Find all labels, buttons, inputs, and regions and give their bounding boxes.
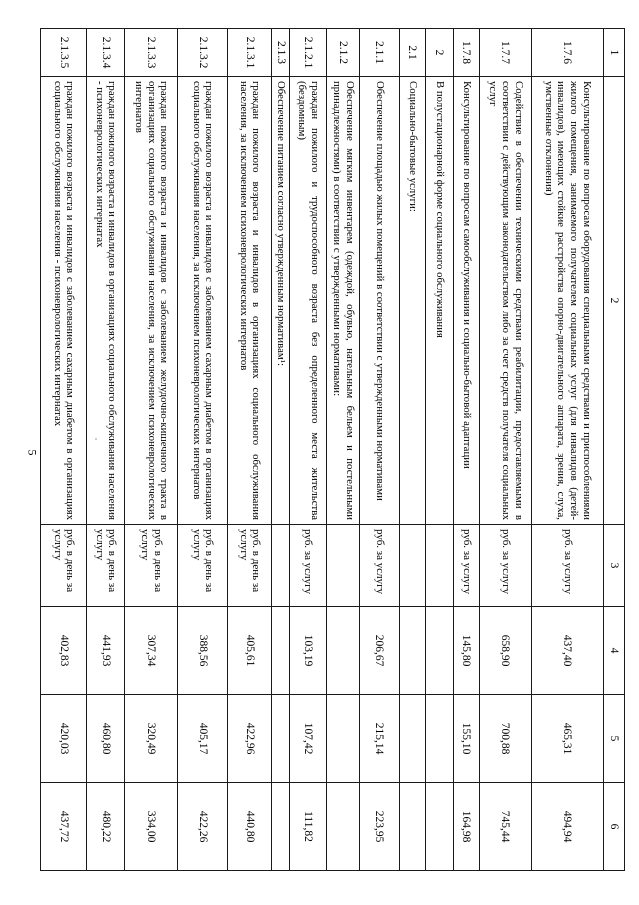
table-row [454, 29, 480, 871]
table-row [87, 29, 125, 871]
row-value-col5 [272, 695, 290, 783]
row-unit: руб. в день за услугу [228, 525, 272, 607]
row-service-text: Социально-бытовые услуги: [400, 77, 426, 525]
table-row [426, 29, 454, 871]
table-row [360, 29, 400, 871]
table-row [228, 29, 272, 871]
column-header: 2 [604, 77, 625, 525]
row-value-col5: 465,31 [532, 695, 604, 783]
rotated-table-frame [51, 28, 625, 870]
row-value-col4: 441,93 [87, 607, 125, 695]
row-value-col4: 103,19 [290, 607, 327, 695]
row-unit: руб. в день за услугу [178, 525, 228, 607]
row-value-col6: 480,22 [87, 783, 125, 871]
row-service-text: граждан пожилого возраста и инвалидов в организациях социального обслуживания населения - психоневрологических интернатах [87, 77, 125, 525]
row-value-col4: 402,83 [41, 607, 87, 695]
row-service-text: В полустационарной форме социального обслуживания [426, 77, 454, 525]
row-service-text: Обеспечение питанием согласно утвержденным нормативам¹: [272, 77, 290, 525]
row-unit: руб. в день за услугу [125, 525, 178, 607]
row-unit: руб. за услугу [290, 525, 327, 607]
row-value-col5: 700,88 [480, 695, 532, 783]
row-value-col6 [400, 783, 426, 871]
row-service-text: граждан пожилого возраста и инвалидов с заболеванием сахарным диабетом в организациях социального обслуживания населения, за исключением психоневрологических интернатов [178, 77, 228, 525]
row-code: 2.1.2 [327, 29, 360, 77]
row-value-col6: 494,94 [532, 783, 604, 871]
column-header: 4 [604, 607, 625, 695]
row-value-col5: 155,10 [454, 695, 480, 783]
row-unit: руб. за услугу [360, 525, 400, 607]
row-code: 2.1.1 [360, 29, 400, 77]
column-header: 6 [604, 783, 625, 871]
tariff-table [40, 28, 625, 871]
column-header: 3 [604, 525, 625, 607]
row-value-col5 [400, 695, 426, 783]
row-code: 1.7.8 [454, 29, 480, 77]
table-row [480, 29, 532, 871]
row-code: 2.1.3.3 [125, 29, 178, 77]
row-unit [400, 525, 426, 607]
row-code: 2.1.3.2 [178, 29, 228, 77]
row-value-col4: 206,67 [360, 607, 400, 695]
row-service-text: Консультирование по вопросам самообслуживания и социально-бытовой адаптации [454, 77, 480, 525]
row-code: 2.1.3.4 [87, 29, 125, 77]
row-service-text: Консультирование по вопросам оборудования специальными средствами и приспособлениями жилого помещения, занимаемого получателем социальных услуг (для инвалидов (детей-инвалидов), имеющих стойкие расстройства опорно-двигательного аппарата, зрения, слуха, умственные отклонения) [532, 77, 604, 525]
row-unit: руб. за услугу [480, 525, 532, 607]
row-value-col4 [327, 607, 360, 695]
row-value-col4: 405,61 [228, 607, 272, 695]
row-value-col6 [327, 783, 360, 871]
row-unit: руб. в день за услугу [87, 525, 125, 607]
row-unit: руб. в день за услугу [41, 525, 87, 607]
row-code: 2.1.3 [272, 29, 290, 77]
row-value-col5: 422,96 [228, 695, 272, 783]
row-unit [327, 525, 360, 607]
table-row [125, 29, 178, 871]
column-header: 5 [604, 695, 625, 783]
row-value-col5: 215,14 [360, 695, 400, 783]
row-value-col6: 745,44 [480, 783, 532, 871]
row-unit [426, 525, 454, 607]
row-value-col5: 420,03 [41, 695, 87, 783]
row-value-col5: 460,80 [87, 695, 125, 783]
row-value-col5 [327, 695, 360, 783]
row-value-col4 [400, 607, 426, 695]
row-code: 2.1.2.1 [290, 29, 327, 77]
table-row [41, 29, 87, 871]
row-service-text: граждан пожилого возраста и инвалидов с заболеванием сахарным диабетом в организациях социального обслуживания населения - психоневрологических интернатах [41, 77, 87, 525]
row-service-text: Обеспечение площадью жилых помещений в соответствии с утвержденными нормативами [360, 77, 400, 525]
row-value-col4: 307,34 [125, 607, 178, 695]
row-value-col5: 107,42 [290, 695, 327, 783]
row-value-col6: 223,95 [360, 783, 400, 871]
table-row [532, 29, 604, 871]
column-header: 1 [604, 29, 625, 77]
row-service-text: Обеспечение мягким инвентарем (одеждой, обувью, нательным бельем и постельными принадлежностями) в соответствии с утвержденными нормативами: [327, 77, 360, 525]
row-value-col6: 334,00 [125, 783, 178, 871]
table-row [178, 29, 228, 871]
row-value-col6: 440,80 [228, 783, 272, 871]
row-value-col6 [272, 783, 290, 871]
row-value-col4: 658,90 [480, 607, 532, 695]
row-value-col6 [426, 783, 454, 871]
row-unit [272, 525, 290, 607]
row-value-col5: 320,49 [125, 695, 178, 783]
row-code: 1.7.6 [532, 29, 604, 77]
row-code: 2.1 [400, 29, 426, 77]
row-value-col5 [426, 695, 454, 783]
row-value-col6: 111,82 [290, 783, 327, 871]
row-value-col4 [426, 607, 454, 695]
row-value-col4: 437,40 [532, 607, 604, 695]
row-code: 2.1.3.5 [41, 29, 87, 77]
row-code: 1.7.7 [480, 29, 532, 77]
row-code: 2.1.3.1 [228, 29, 272, 77]
row-value-col4: 388,56 [178, 607, 228, 695]
row-service-text: граждан пожилого и трудоспособного возраста без определенного места жительства (бездомным) [290, 77, 327, 525]
row-value-col4: 145,80 [454, 607, 480, 695]
table-row [327, 29, 360, 871]
row-unit: руб. за услугу [532, 525, 604, 607]
table-row [272, 29, 290, 871]
row-service-text: Содействие в обеспечении техническими средствами реабилитации, предоставляемыми в соответствии с действующим законодательством либо за счет средств получателя социальных услуг [480, 77, 532, 525]
table-rotation-wrapper [51, 28, 625, 870]
row-service-text: граждан пожилого возраста и инвалидов в организациях социального обслуживания населения, за исключением психоневрологических интернатов [228, 77, 272, 525]
table-row [400, 29, 426, 871]
header-row [604, 29, 625, 871]
page-number: 5 [25, 449, 40, 456]
row-service-text: граждан пожилого возраста и инвалидов с заболеванием желудочно-кишечного тракта в организациях социального обслуживания населения, за исключением психоневрологических интернатов [125, 77, 178, 525]
row-value-col6: 164,98 [454, 783, 480, 871]
row-value-col4 [272, 607, 290, 695]
row-code: 2 [426, 29, 454, 77]
table-row [290, 29, 327, 871]
row-value-col5: 405,17 [178, 695, 228, 783]
row-value-col6: 422,26 [178, 783, 228, 871]
row-unit: руб. за услугу [454, 525, 480, 607]
row-value-col6: 437,72 [41, 783, 87, 871]
